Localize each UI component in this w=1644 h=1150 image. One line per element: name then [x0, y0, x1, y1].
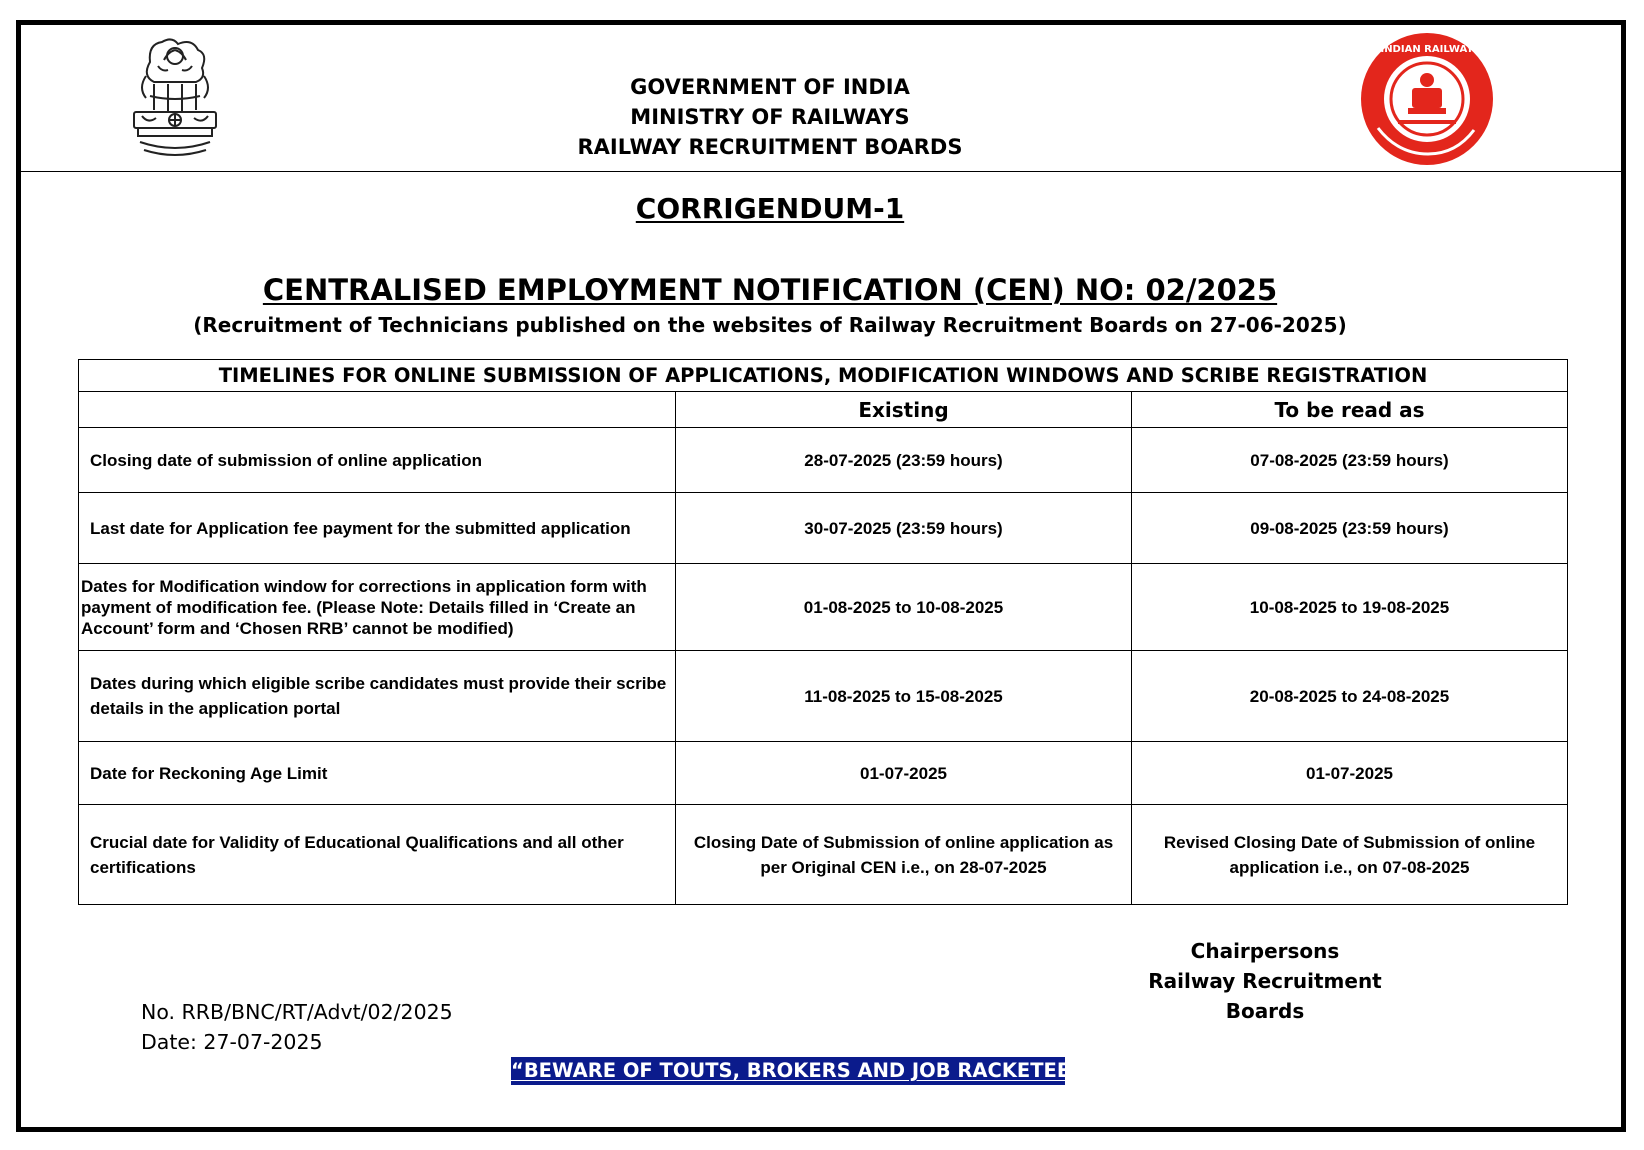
header-government: GOVERNMENT OF INDIA — [630, 75, 910, 99]
notification-subtitle: (Recruitment of Technicians published on the websites of Railway Recruitment Boards on 27-06-2025) — [193, 313, 1347, 337]
row-existing-value: 01-07-2025 — [676, 742, 1132, 805]
warning-banner: “BEWARE OF TOUTS, BROKERS AND JOB RACKETEERS” — [511, 1057, 1065, 1085]
timeline-table — [78, 359, 1568, 905]
table-row — [79, 651, 1568, 742]
signature-title: Chairpersons — [1190, 939, 1340, 963]
row-existing-value: 28-07-2025 (23:59 hours) — [676, 428, 1132, 493]
reference-date: Date: 27-07-2025 — [141, 1030, 323, 1054]
row-revised-value: 20-08-2025 to 24-08-2025 — [1132, 651, 1568, 742]
row-existing-value: 30-07-2025 (23:59 hours) — [676, 493, 1132, 564]
table-row — [79, 805, 1568, 905]
header-divider — [21, 171, 1621, 172]
row-revised-value: 09-08-2025 (23:59 hours) — [1132, 493, 1568, 564]
table-row — [79, 564, 1568, 651]
row-revised-value: 07-08-2025 (23:59 hours) — [1132, 428, 1568, 493]
row-label: Dates for Modification window for corrections in application form with payment of modification fee. (Please Note: Details filled in ‘Create an Account’ form and ‘Chosen RRB’ cannot be modified) — [79, 564, 676, 651]
table-row — [79, 742, 1568, 805]
row-label: Closing date of submission of online application — [79, 428, 676, 493]
column-header-revised: To be read as — [1132, 392, 1568, 428]
header-ministry: MINISTRY OF RAILWAYS — [630, 105, 910, 129]
table-row — [79, 428, 1568, 493]
header-boards: RAILWAY RECRUITMENT BOARDS — [577, 135, 963, 159]
column-header-label — [79, 392, 676, 428]
row-revised-value: Revised Closing Date of Submission of online application i.e., on 07-08-2025 — [1132, 805, 1568, 905]
row-revised-value: 10-08-2025 to 19-08-2025 — [1132, 564, 1568, 651]
header-block — [0, 72, 1540, 162]
column-header-existing: Existing — [676, 392, 1132, 428]
row-label: Dates during which eligible scribe candidates must provide their scribe details in the application portal — [79, 651, 676, 742]
logo-text: INDIAN RAILWAY — [1380, 44, 1474, 55]
table-title: TIMELINES FOR ONLINE SUBMISSION OF APPLICATIONS, MODIFICATION WINDOWS AND SCRIBE REGISTRATION — [79, 360, 1568, 392]
table-row — [79, 493, 1568, 564]
reference-block — [141, 997, 453, 1057]
row-existing-value: 11-08-2025 to 15-08-2025 — [676, 651, 1132, 742]
signature-block — [1110, 936, 1420, 1026]
row-label: Crucial date for Validity of Educational Qualifications and all other certifications — [79, 805, 676, 905]
row-existing-value: 01-08-2025 to 10-08-2025 — [676, 564, 1132, 651]
row-revised-value: 01-07-2025 — [1132, 742, 1568, 805]
notification-title: CENTRALISED EMPLOYMENT NOTIFICATION (CEN) NO: 02/2025 — [262, 273, 1278, 307]
corrigendum-title: CORRIGENDUM-1 — [635, 192, 905, 225]
signature-organisation: Railway Recruitment Boards — [1148, 969, 1382, 1023]
row-label: Date for Reckoning Age Limit — [79, 742, 676, 805]
row-label: Last date for Application fee payment for the submitted application — [79, 493, 676, 564]
row-existing-value: Closing Date of Submission of online application as per Original CEN i.e., on 28-07-2025 — [676, 805, 1132, 905]
reference-number: No. RRB/BNC/RT/Advt/02/2025 — [141, 1000, 453, 1024]
